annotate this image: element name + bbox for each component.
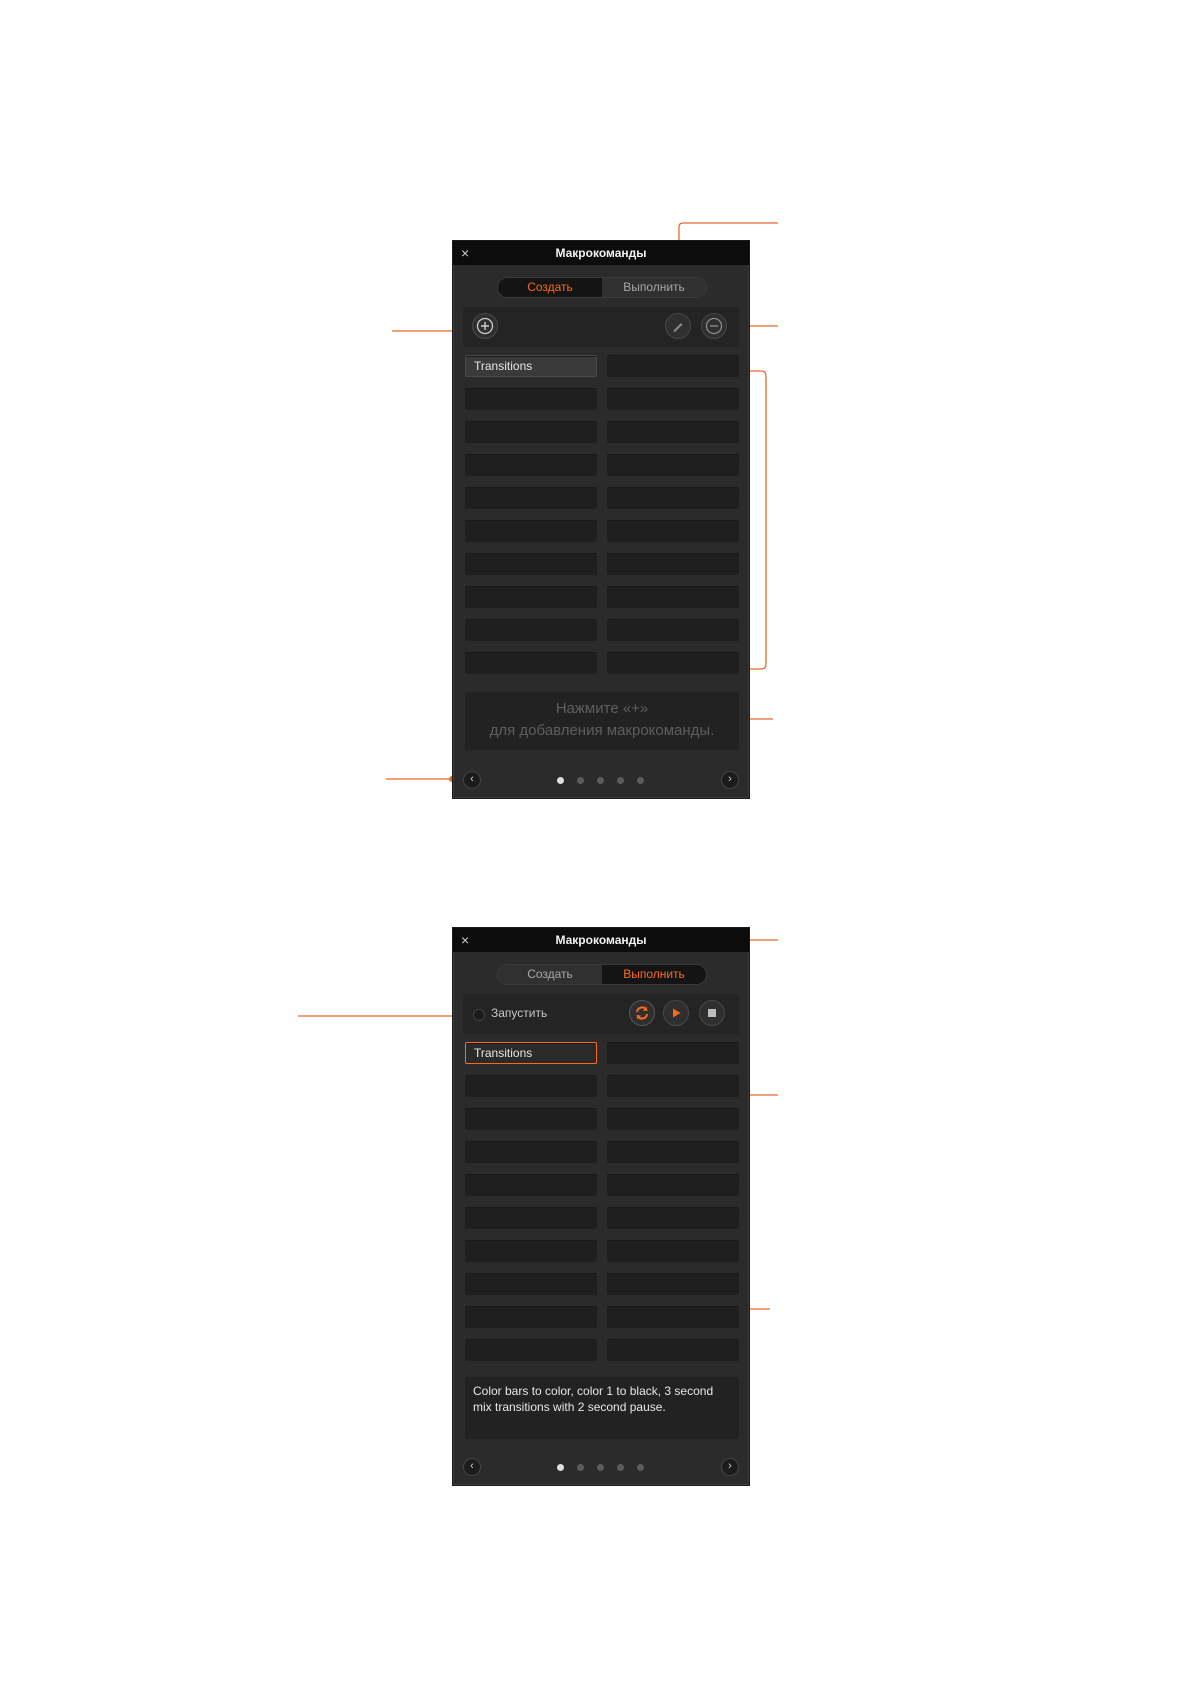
macro-toolbar xyxy=(463,307,739,347)
macro-run-toolbar xyxy=(463,994,739,1034)
page-dot[interactable] xyxy=(617,777,624,784)
close-icon[interactable]: × xyxy=(461,932,470,948)
hint-line-2: для добавления макрокоманды. xyxy=(489,722,715,739)
macro-slot[interactable] xyxy=(465,1306,597,1328)
next-page-button[interactable]: › xyxy=(721,1458,739,1476)
macro-slot[interactable] xyxy=(607,586,739,608)
page-navigation xyxy=(453,1457,749,1477)
macro-slot[interactable] xyxy=(607,1306,739,1328)
mode-switch xyxy=(497,964,707,985)
macro-slot[interactable] xyxy=(607,1075,739,1097)
macro-slot[interactable] xyxy=(465,1207,597,1229)
page-dots xyxy=(557,1464,644,1471)
macros-window-create xyxy=(452,240,750,799)
plus-circle-icon xyxy=(476,317,494,335)
close-icon[interactable]: × xyxy=(461,245,470,261)
macro-slot[interactable] xyxy=(465,454,597,476)
page-navigation xyxy=(453,770,749,790)
macro-slot[interactable] xyxy=(465,421,597,443)
page-dot[interactable] xyxy=(597,777,604,784)
stop-icon xyxy=(705,1006,719,1020)
page-dot[interactable] xyxy=(557,1464,564,1471)
macro-slot[interactable]: Transitions xyxy=(465,355,597,377)
macro-slot[interactable] xyxy=(607,1174,739,1196)
description-line-2: mix transitions with 2 second pause. xyxy=(473,1400,666,1414)
macro-slot[interactable] xyxy=(607,454,739,476)
macro-hint-box xyxy=(465,692,739,750)
tab-run[interactable]: Выполнить xyxy=(602,965,706,984)
stop-button[interactable] xyxy=(699,1000,725,1026)
macro-slot[interactable] xyxy=(607,355,739,377)
loop-icon xyxy=(633,1004,651,1022)
macro-slot[interactable] xyxy=(465,553,597,575)
add-macro-button[interactable] xyxy=(472,313,498,339)
run-label: Запустить xyxy=(491,1006,548,1020)
macro-slot[interactable] xyxy=(465,1141,597,1163)
macro-slot[interactable] xyxy=(607,421,739,443)
macros-window-run xyxy=(452,927,750,1486)
macro-slot[interactable] xyxy=(607,553,739,575)
macro-grid xyxy=(465,1042,739,1361)
delete-macro-button[interactable] xyxy=(701,313,727,339)
macro-slot[interactable] xyxy=(607,1273,739,1295)
prev-page-button[interactable]: ‹ xyxy=(463,771,481,789)
macro-slot[interactable] xyxy=(607,1207,739,1229)
edit-macro-button[interactable] xyxy=(665,313,691,339)
macro-slot[interactable] xyxy=(465,1273,597,1295)
mode-switch xyxy=(497,277,707,298)
next-page-button[interactable]: › xyxy=(721,771,739,789)
macro-slot[interactable] xyxy=(607,1042,739,1064)
page-dot[interactable] xyxy=(637,777,644,784)
minus-circle-icon xyxy=(705,317,723,335)
title-bar xyxy=(453,928,749,952)
tab-create[interactable]: Создать xyxy=(498,278,602,297)
window-title: Макрокоманды xyxy=(555,246,647,260)
macro-slot[interactable] xyxy=(465,1339,597,1361)
run-checkbox[interactable] xyxy=(473,1009,485,1021)
macro-slot[interactable] xyxy=(465,586,597,608)
macro-slot[interactable] xyxy=(465,1240,597,1262)
pencil-icon xyxy=(670,318,686,334)
macro-slot[interactable] xyxy=(607,1141,739,1163)
description-line-1: Color bars to color, color 1 to black, 3 second xyxy=(473,1384,714,1398)
window-title: Макрокоманды xyxy=(555,933,647,947)
hint-line-1: Нажмите «+» xyxy=(555,700,649,717)
page-dots xyxy=(557,777,644,784)
macro-slot[interactable] xyxy=(465,1174,597,1196)
macro-slot[interactable] xyxy=(465,388,597,410)
macro-slot[interactable] xyxy=(607,487,739,509)
macro-slot[interactable] xyxy=(607,1240,739,1262)
tab-create[interactable]: Создать xyxy=(498,965,602,984)
loop-button[interactable] xyxy=(629,1000,655,1026)
play-button[interactable] xyxy=(663,1000,689,1026)
page-dot[interactable] xyxy=(577,777,584,784)
macro-slot[interactable]: Transitions xyxy=(465,1042,597,1064)
macro-slot[interactable] xyxy=(465,487,597,509)
prev-page-button[interactable]: ‹ xyxy=(463,1458,481,1476)
macro-slot[interactable] xyxy=(465,619,597,641)
macro-grid xyxy=(465,355,739,674)
macro-slot[interactable] xyxy=(607,619,739,641)
page-dot[interactable] xyxy=(597,1464,604,1471)
macro-slot[interactable] xyxy=(465,1075,597,1097)
page-dot[interactable] xyxy=(637,1464,644,1471)
macro-slot[interactable] xyxy=(607,520,739,542)
macro-description-box xyxy=(465,1377,739,1439)
macro-slot[interactable] xyxy=(607,388,739,410)
macro-slot[interactable] xyxy=(465,520,597,542)
tab-run[interactable]: Выполнить xyxy=(602,278,706,297)
page-dot[interactable] xyxy=(617,1464,624,1471)
macro-slot[interactable] xyxy=(465,652,597,674)
macro-slot[interactable] xyxy=(607,1108,739,1130)
macro-slot[interactable] xyxy=(607,652,739,674)
macro-slot[interactable] xyxy=(607,1339,739,1361)
title-bar xyxy=(453,241,749,265)
page-dot[interactable] xyxy=(557,777,564,784)
page-dot[interactable] xyxy=(577,1464,584,1471)
macro-slot[interactable] xyxy=(465,1108,597,1130)
play-icon xyxy=(669,1006,683,1020)
